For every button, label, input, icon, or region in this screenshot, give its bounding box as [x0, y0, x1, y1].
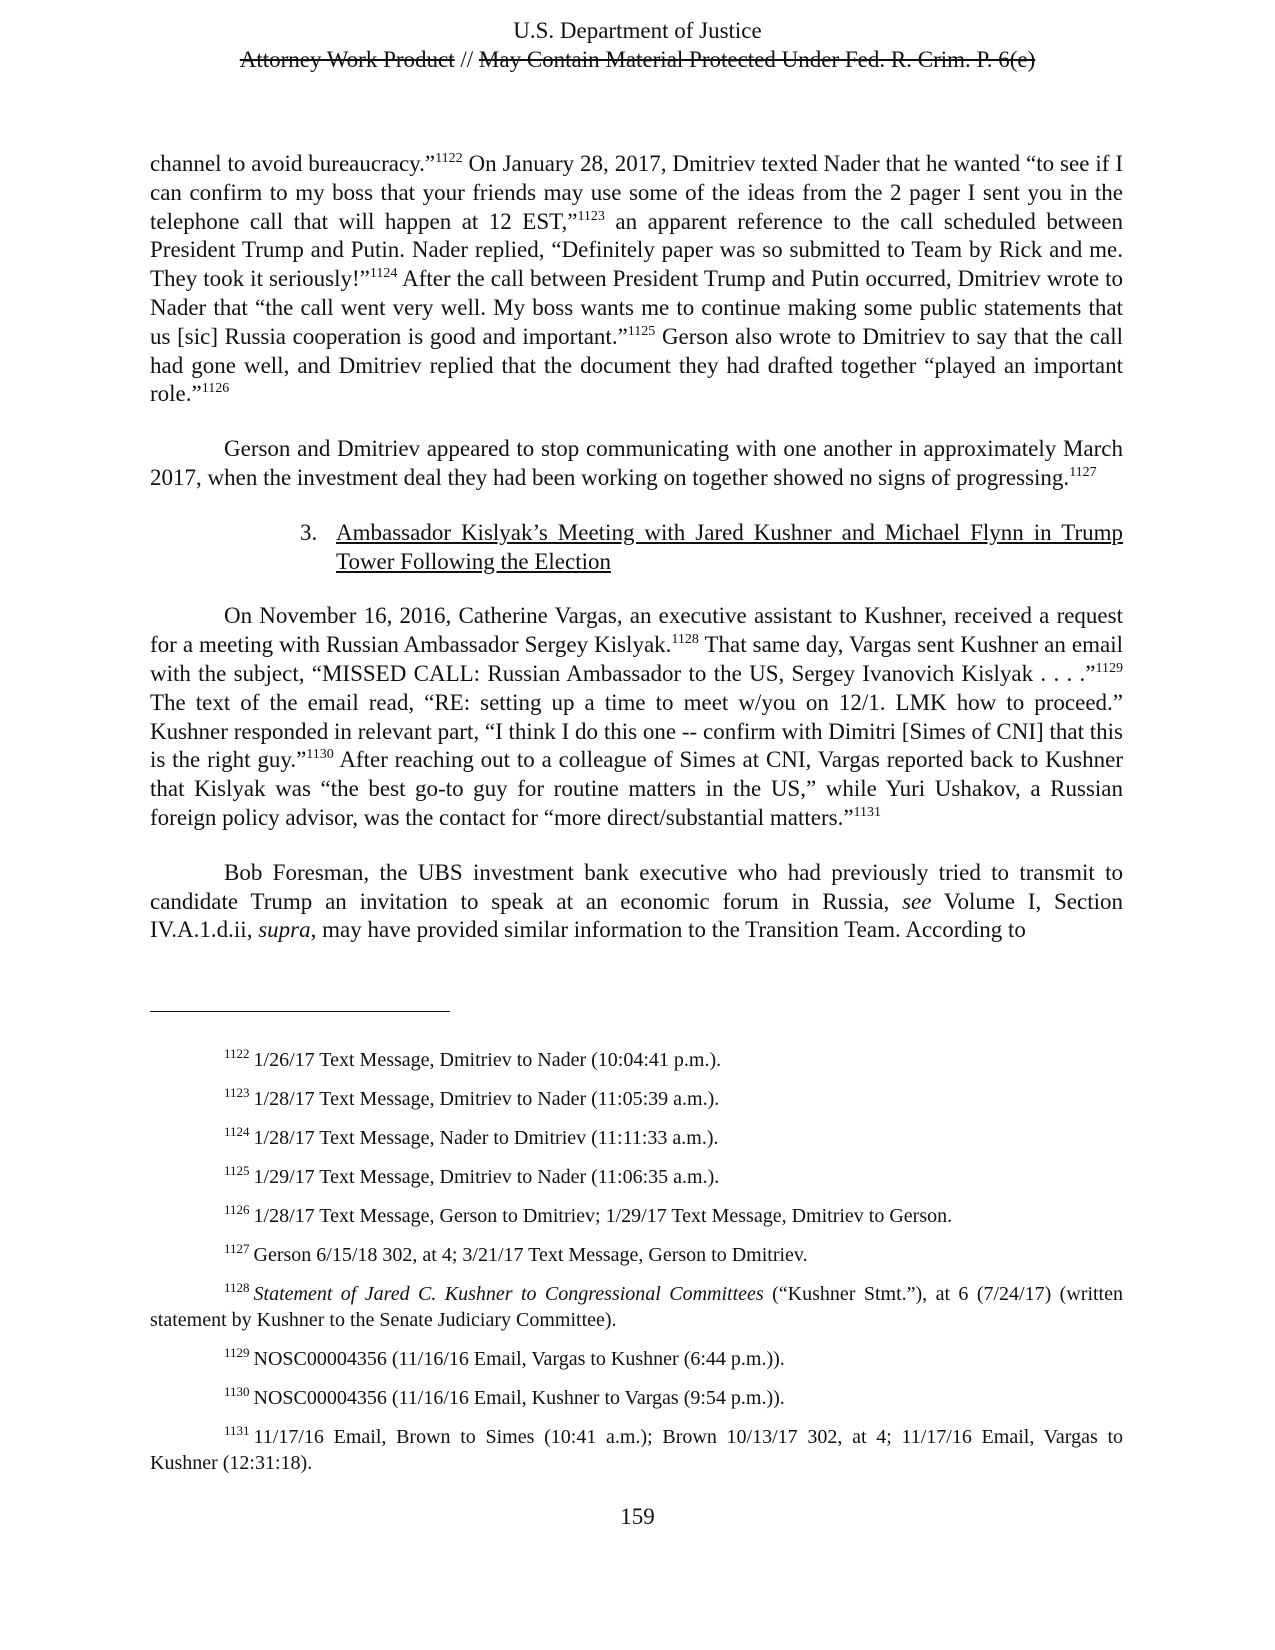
footnote-text: Gerson 6/15/18 302, at 4; 3/21/17 Text Message, Gerson to Dmitriev.: [253, 1244, 808, 1266]
italic-term: see: [902, 888, 932, 914]
footnote: [150, 1047, 1123, 1073]
page-header: [0, 16, 1275, 74]
body-text: [150, 150, 1123, 945]
footnote-number: 1131: [224, 1423, 250, 1438]
footnote-number: 1127: [224, 1241, 250, 1256]
marking-grand-jury: May Contain Material Protected Under Fed. R. Crim. P. 6(e): [478, 47, 1036, 72]
footnote-number: 1128: [224, 1280, 250, 1295]
text-run: channel to avoid bureaucracy.”: [150, 151, 436, 176]
text-run: , may have provided similar information to the Transition Team. According to: [310, 917, 1026, 943]
footnote-number: 1130: [224, 1384, 250, 1399]
paragraph: [150, 150, 1123, 409]
footnote-number: 1129: [224, 1345, 250, 1360]
footnote: [150, 1164, 1123, 1190]
footnote-text: 1/26/17 Text Message, Dmitriev to Nader (10:04:41 p.m.).: [253, 1049, 722, 1071]
text-run: On November 16, 2016, Catherine Vargas, an executive assistant to Kushner, received a request for a meeting with Russian Ambassador Sergey Kislyak.: [150, 603, 1123, 658]
paragraph: [150, 859, 1123, 945]
footnote-text: 1/28/17 Text Message, Gerson to Dmitriev; 1/29/17 Text Message, Dmitriev to Gerson.: [253, 1205, 953, 1227]
footnotes: [150, 1047, 1123, 1489]
footnote: [150, 1346, 1123, 1372]
marking-separator: //: [454, 47, 479, 72]
section-heading: [300, 519, 1123, 577]
text-run: Gerson and Dmitriev appeared to stop communicating with one another in approximately March 2017, when the investment deal they had been working on together showed no signs of progressing.: [150, 436, 1123, 490]
footnote: [150, 1203, 1123, 1229]
marking-work-product: Attorney Work Product: [239, 47, 455, 72]
text-run: On January 28, 2017, Dmitriev texted Nader that he wanted “to see if I can confirm to my boss that your friends may use some of the ideas from the 2 pager I sent you in the telephone call that will happen at 12 EST,”: [150, 151, 1123, 234]
paragraph: [150, 602, 1123, 832]
classification-marking: [0, 45, 1275, 74]
footnote-number: 1126: [224, 1202, 250, 1217]
footnote-ref: 1131: [853, 804, 882, 820]
paragraph: [150, 435, 1123, 493]
text-run: Volume I, Section IV.A.1.d.ii,: [150, 888, 1123, 943]
footnote-text: 1/28/17 Text Message, Dmitriev to Nader (11:05:39 a.m.).: [253, 1088, 720, 1110]
footnote-ref: 1128: [671, 632, 699, 648]
footnote-text: 1/29/17 Text Message, Dmitriev to Nader (11:06:35 a.m.).: [253, 1166, 720, 1188]
footnote: [150, 1385, 1123, 1411]
section-title: Ambassador Kislyak’s Meeting with Jared Kushner and Michael Flynn in Trump Tower Following the Election: [336, 519, 1123, 574]
footnote-number: 1123: [224, 1085, 250, 1100]
page-number: 159: [620, 1504, 655, 1529]
footnote-ref: 1123: [577, 208, 605, 224]
footnote-number: 1122: [224, 1046, 250, 1061]
footnote-number: 1125: [224, 1163, 250, 1178]
text-run: an apparent reference to the call scheduled between President Trump and Putin. Nader replied, “Definitely paper was so submitted to Team by Rick and me. They took it seriously!”: [150, 208, 1123, 292]
section-number: 3.: [300, 519, 318, 545]
footnote: [150, 1242, 1123, 1268]
footnote-italic-title: Statement of Jared C. Kushner to Congressional Committees: [253, 1283, 764, 1305]
footnote-text: (“Kushner Stmt.”), at 6 (7/24/17) (written statement by Kushner to the Senate Judiciary Committee).: [150, 1283, 1123, 1331]
agency-name: U.S. Department of Justice: [513, 18, 762, 43]
footnote: [150, 1424, 1123, 1476]
footnote-separator: [150, 1011, 450, 1012]
text-run: That same day, Vargas sent Kushner an email with the subject, “MISSED CALL: Russian Ambassador to the US, Sergey Ivanovich Kislyak . . . .”: [150, 632, 1123, 686]
footnote-ref: 1124: [369, 266, 398, 282]
footnote-text: 1/28/17 Text Message, Nader to Dmitriev (11:11:33 a.m.).: [253, 1127, 719, 1149]
footnote: [150, 1086, 1123, 1112]
footnote-ref: 1127: [1069, 464, 1097, 480]
footnote-ref: 1122: [435, 151, 463, 166]
footnote: [150, 1281, 1123, 1333]
footnote-number: 1124: [224, 1124, 250, 1139]
footnote-ref: 1126: [201, 381, 230, 397]
footnote-text: NOSC00004356 (11/16/16 Email, Vargas to Kushner (6:44 p.m.)).: [253, 1348, 785, 1370]
text-run: After the call between President Trump and Putin occurred, Dmitriev wrote to Nader that “the call went very well. My boss wants me to continue making some public statements that us [sic] Russia cooperation is good and important.”: [150, 266, 1123, 349]
text-run: After reaching out to a colleague of Simes at CNI, Vargas reported back to Kushner that Kislyak was “the best go-to guy for routine matters in the US,” while Yuri Ushakov, a Russian foreign policy advisor, was the contact for “more direct/substantial matters.”: [150, 747, 1123, 830]
footnote-text: 11/17/16 Email, Brown to Simes (10:41 a.m.); Brown 10/13/17 302, at 4; 11/17/16 Email, Vargas to Kushner (12:31:18).: [150, 1426, 1123, 1474]
footnote-ref: 1125: [627, 323, 656, 339]
text-run: Bob Foresman, the UBS investment bank executive who had previously tried to transmit to candidate Trump an invitation to speak at an economic forum in Russia,: [150, 859, 1123, 914]
text-run: Gerson also wrote to Dmitriev to say that the call had gone well, and Dmitriev replied that the document they had drafted together “played an important role.”: [150, 323, 1123, 407]
footnote-ref: 1129: [1095, 660, 1123, 676]
text-run: The text of the email read, “RE: setting up a time to meet w/you on 12/1. LMK how to proceed.” Kushner responded in relevant part, “I think I do this one -- confirm with Dimitri [Simes of CNI] that this is the right guy.”: [150, 689, 1123, 773]
footnote-ref: 1130: [306, 747, 334, 763]
italic-term: supra: [258, 917, 311, 943]
footnote-text: NOSC00004356 (11/16/16 Email, Kushner to Vargas (9:54 p.m.)).: [253, 1387, 785, 1409]
footnote: [150, 1125, 1123, 1151]
